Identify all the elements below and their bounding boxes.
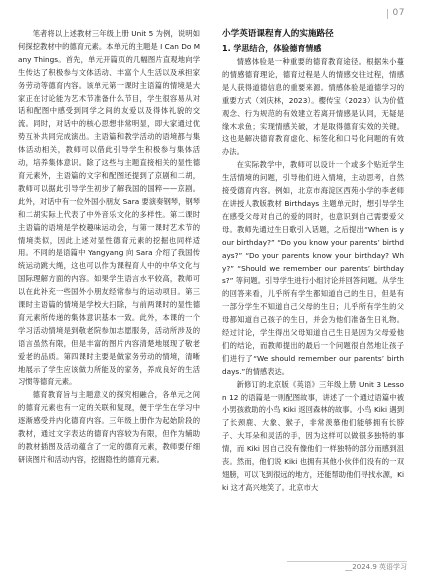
section-title: 小学英语课程育人的实施路径 <box>222 29 334 39</box>
body-paragraph: 在实际教学中，教师可以设计一个或多个贴近学生生活情境的问题，引导他们进入情境，主动思考，自然接受德育内容。例如，北京市海淀区西苑小学的李老师在讲授人教版教材 Birthdays 主题单元时，想引导学生在感受父母对自己的爱的同时，也意识到自己需要爱父母。教师先通过生日歌引入话题，之后提出“When is your birthday?” “Do you know your parents’ birthdays?” “Do your parents know your birthday? Why?” “Should we remember our parents’ birthdays?” 等问题。引导学生进行小组讨论并回答问题。从学生的回答来看，儿乎所有学生都知道自己的生日，但是有一部分学生不知道自己父母的生日；儿乎所有学生的父母都知道自己孩子的生日，并会为他们准备生日礼物。经过讨论，学生得出父母知道自己生日是因为父母爱他们的结论，而教师提出的最后一个问题很自然地让孩子们进行了“We should remember our parents’ birthdays.”的情感表达。 <box>222 160 404 376</box>
right-column <box>222 28 404 495</box>
footer-issue: __2024.9 英语学习 <box>345 563 407 571</box>
left-column <box>18 28 200 467</box>
body-paragraph: 情感体验是一种重要的德育教育途径。根据朱小蔓的情感德育理论，德育过程是人的情感交往过程，情感是人获得道德信息的重要来源。情感体验是道德学习的重要方式（刘庆林，2023）。樱传宝（2023）认为价值观念、行为规范的有效建立若离开情感是认同，无疑是缘木求鱼；实现情感关破，才是取得德育实效的关键。这也是解决德育教育虚化、标签化和口号化问题的有效办法。 <box>222 57 404 157</box>
subsection-title: 1. 学思结合，体验德育情感 <box>222 44 322 53</box>
body-paragraph: 笔者将以上述教材三年级上册 Unit 5 为例，说明如何探挖教材中的德育元素。本单元的主题是 I Can Do Many Things。首先，单元开篇页的几幅图片直观地向学生传达了积极参与文体活动、丰富个人生活以及承担家务劳动等德育内容。该单元第一课时主语篇的情境是大家正在讨论能为艺术节准备什么节目，学生很容易从对话和配图中感受到同学之间的友爱以及得体礼貌的交流。同时，对话中的核心思想非常明显，即大家通过优势互补共同完成演出。主语篇和教学活动的语境都与集体活动相关，教师可以借此引导学生积极参与集体活动，培养集体意识。除了这些与主题直接相关的显性德育元素外，主语篇的文字和配图还提到了京剧和二胡，教师可以据此引导学生初步了解我国的国粹——京剧。此外，对话中有一位外国小朋友 Sara 要演奏钢琴，钢琴和二胡实际上代表了中外音乐文化的多样性。第二课时主语篇的语境是学校趣味运动会，与第一课时艺术节的情境类似，因此上述对显性德育元素的挖掘也同样适用。不同的是语篇中 Yangyang 向 Sara 介绍了我国传统运动跳大绳，这也可以作为课程育人中的中华文化与国际理解方面的内容。如果学生语言水平较高，教师可以在此补充一些国外小朋友经常参与的运动项目。第三课时主语篇的情境是学校大扫除，与前两课时的显性德育元素所传递的集体意识基本一致。此外，本课的一个学习活动情境是到敬老院参加志愿服务，活动所涉及的语言虽然有限，但是丰富的图片内容清楚地展现了敬老爱老的品质。第四课时主要是做家务劳动的情境，清晰地展示了学生应该做力所能及的家务，养成良好的生活习惯等德育元素。 <box>18 29 200 387</box>
page-number: 07 <box>392 8 405 18</box>
body-paragraph: 新修订的北京版《英语》三年级上册 Unit 3 Lesson 12 的语篇是一则配图故事，讲述了一个通过语篇中被小男孩救助的小鸟 Kiki 返回森林的故事。小鸟 Kiki 遇到了长颈鹿、大象、猴子，非常羡慕他们能够拥有长脖子、大耳朵和灵活的手，因为这样可以做很多独特的事情，而 Kiki 因自己没有像他们一样独特的部分而感到沮丧。然而，他们说 Kiki 也拥有其他小伙伴们没有的一双翅膀，可以飞到很远的地方，还能帮助他们寻找水源，Kiki 这才高兴地笑了。北京市大 <box>222 379 404 492</box>
body-paragraph: 德育教育旨与主题意义的探究相融合，各单元之间的德育元素也有一定的关联和复现，便于学生在学习中逐渐感受并内化德育内容。三年级上册作为起始阶段的教材，通过文字表达的德育内容较为有限，但作为辅助的教材插图及活动蕴含了一定的德育元素，教师要仔细研读图片和活动内容，挖掘隐性的德育元素。 <box>18 390 200 464</box>
